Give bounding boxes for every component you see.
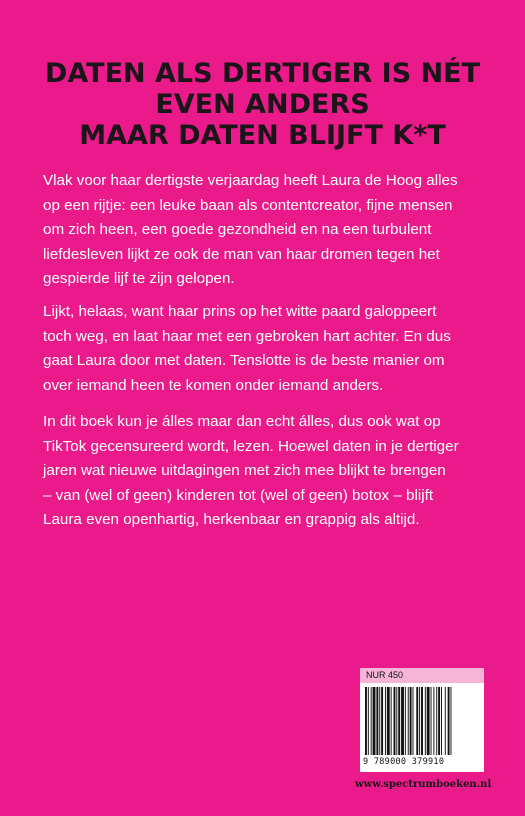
text-line: TikTok gecensureerd wordt, lezen. Hoewel daten in je dertiger [43, 437, 459, 455]
isbn-number: 9 789000 379910 [363, 757, 445, 767]
headline-line-1: DATEN ALS DERTIGER IS NÉT [44, 58, 481, 89]
blurb-paragraph-2 [43, 300, 487, 398]
text-line: Laura even openhartig, herkenbaar en grappig als altijd. [43, 511, 420, 529]
headline-line-3: MAAR DATEN BLIJFT K*T [79, 120, 446, 151]
text-line: liefdesleven lijkt ze ook de man van haar dromen tegen het [43, 245, 440, 263]
text-line: over iemand heen te komen onder iemand anders. [43, 376, 384, 394]
text-line: om zich heen, een goede gezondheid en na een turbulent [43, 221, 432, 239]
blurb-paragraph-3 [43, 410, 487, 533]
text-line: In dit boek kun je álles maar dan echt álles, dus ook wat op [43, 413, 441, 430]
text-line: Lijkt, helaas, want haar prins op het witte paard galoppeert [43, 303, 437, 320]
headline-line-2: EVEN ANDERS [155, 89, 370, 120]
text-line: gespierde lijf te zijn gelopen. [43, 270, 235, 288]
text-line: gaat Laura door met daten. Tenslotte is de beste manier om [43, 352, 445, 370]
headline [0, 58, 525, 151]
publisher-website: www.spectrumboeken.nl [355, 779, 492, 790]
text-line: Vlak voor haar dertigste verjaardag heeft Laura de Hoog alles [43, 172, 458, 189]
text-line: op een rijtje: een leuke baan als contentcreator, fijne mensen [43, 196, 453, 214]
text-line: toch weg, en laat haar met een gebroken hart achter. En dus [43, 327, 451, 345]
text-line: – van (wel of geen) kinderen tot (wel of geen) botox – blijft [43, 486, 434, 504]
nur-label: NUR 450 [360, 668, 484, 683]
barcode-icon [365, 687, 479, 757]
blurb-paragraph-1 [43, 169, 487, 292]
text-line: jaren wat nieuwe uitdagingen met zich mee blijkt te brengen [43, 462, 446, 480]
